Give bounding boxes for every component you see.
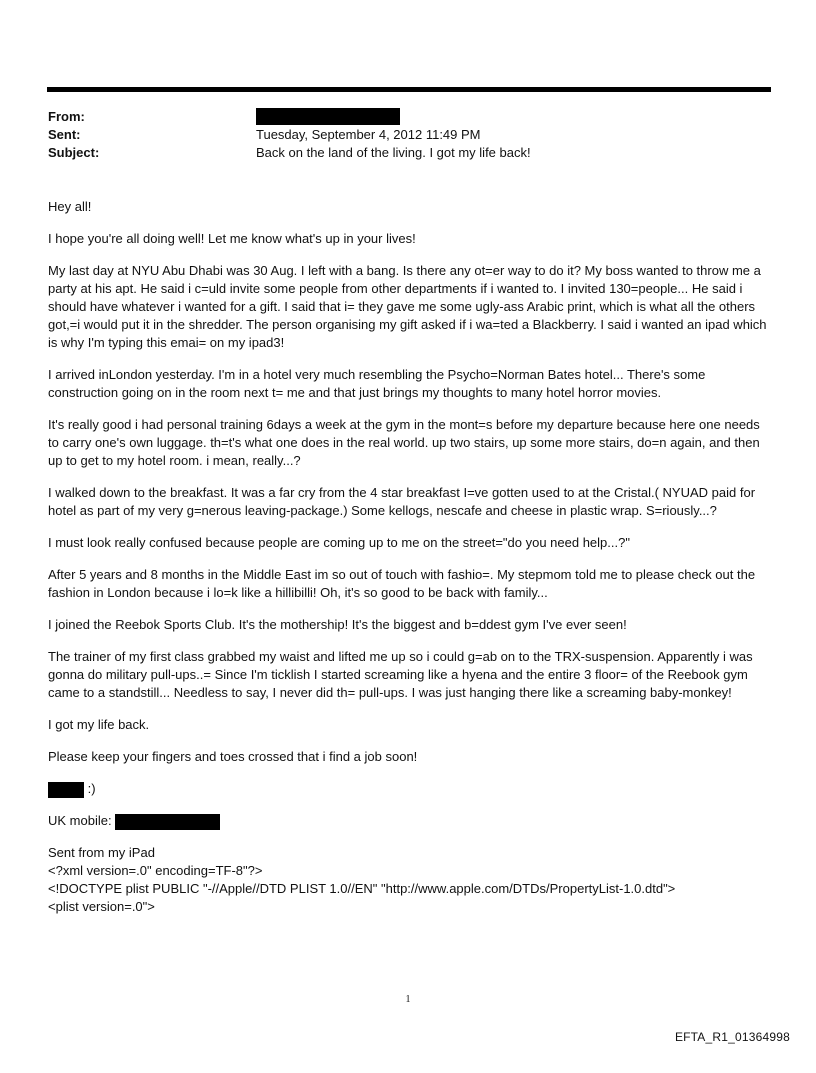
body-paragraph: Please keep your fingers and toes crossed that i find a job soon! (48, 749, 418, 764)
body-paragraph: I arrived inLondon yesterday. I'm in a hotel very much resembling the Psycho=Norman Bates hotel... There's some construction going on in the room next t= me and that just brings my thoughts to many hotel horror movies. (48, 367, 706, 400)
body-paragraph: The trainer of my first class grabbed my waist and lifted me up so i could g=ab on to the TRX-suspension. Apparently i was gonna do military pull-ups..= Since I'm ticklish I started screaming like a hyena and the entire 3 floor= of the Reebook gym came to a standstill... Needless to say, I never did th= pull-ups. I was just hanging there like a screaming baby-monkey! (48, 649, 753, 700)
body-paragraph: After 5 years and 8 months in the Middle East im so out of touch with fashio=. My stepmom told me to please check out the fashion in London because i lo=k like a hillibilli! Oh, it's so good to be back with family... (48, 567, 756, 600)
bates-number: EFTA_R1_01364998 (674, 1030, 790, 1044)
mobile-label: UK mobile: (48, 813, 116, 828)
subject-label: Subject: (48, 145, 100, 160)
subject-value: Back on the land of the living. I got my life back! (256, 145, 531, 160)
body-paragraph: I joined the Reebok Sports Club. It's the mothership! It's the biggest and b=ddest gym I've ever seen! (48, 617, 627, 632)
signature-smiley: :) (84, 781, 96, 796)
body-paragraph: I must look really confused because people are coming up to me on the street="do you need help...?" (48, 535, 630, 550)
plist-line: <plist version=.0"> (48, 899, 155, 914)
doctype-line: <!DOCTYPE plist PUBLIC "-//Apple//DTD PLIST 1.0//EN" "http://www.apple.com/DTDs/PropertyList-1.0.dtd"> (48, 881, 676, 896)
body-paragraph-greeting: Hey all! (48, 199, 92, 214)
email-tail (48, 844, 768, 916)
sent-label: Sent: (48, 127, 81, 142)
sent-row (48, 126, 768, 144)
redaction-box-from (256, 108, 400, 125)
redaction-box-signature (48, 782, 84, 798)
subject-row (48, 144, 768, 162)
from-label: From: (48, 109, 85, 124)
from-value (256, 108, 400, 126)
body-paragraph: I got my life back. (48, 717, 150, 732)
body-paragraph: I hope you're all doing well! Let me know what's up in your lives! (48, 231, 416, 246)
sent-value: Tuesday, September 4, 2012 11:49 PM (256, 127, 481, 142)
sent-from-line: Sent from my iPad (48, 845, 155, 860)
from-row (48, 108, 768, 126)
header-top-rule (47, 87, 771, 92)
email-header (48, 108, 768, 162)
page-number: 1 (405, 994, 411, 1005)
body-paragraph: My last day at NYU Abu Dhabi was 30 Aug. I left with a bang. Is there any ot=er way to do it? My boss wanted to throw me a party at his apt. He said i c=uld invite some people from other departments if i wanted to. I invited 130=people... He said i should have whatever i wanted for a gift. I said that i= they gave me some ugly-ass Arabic print, which is what all the others got,=i would put it in the shredder. The person organising my gift asked if i wa=ted a Blackberry. I said i wanted an ipad which is why I'm typing this emai= on my ipad3! (48, 263, 767, 350)
signature-line (48, 780, 768, 798)
email-body (48, 198, 768, 916)
xml-declaration-line: <?xml version=.0" encoding=TF-8"?> (48, 863, 263, 878)
redaction-box-mobile (115, 814, 220, 830)
mobile-line (48, 812, 768, 830)
body-paragraph: I walked down to the breakfast. It was a far cry from the 4 star breakfast I=ve gotten used to at the Cristal.( NYUAD paid for hotel as part of my very g=nerous leaving-package.) Some kellogs, nescafe and cheese in plastic wrap. S=riously...? (48, 485, 756, 518)
body-paragraph: It's really good i had personal training 6days a week at the gym in the mont=s before my departure because here one needs to carry one's own luggage. th=t's what one does in the real world. up two stairs, up some more stairs, do=n again, and then up to get to my hotel room. i mean, really...? (48, 417, 760, 468)
